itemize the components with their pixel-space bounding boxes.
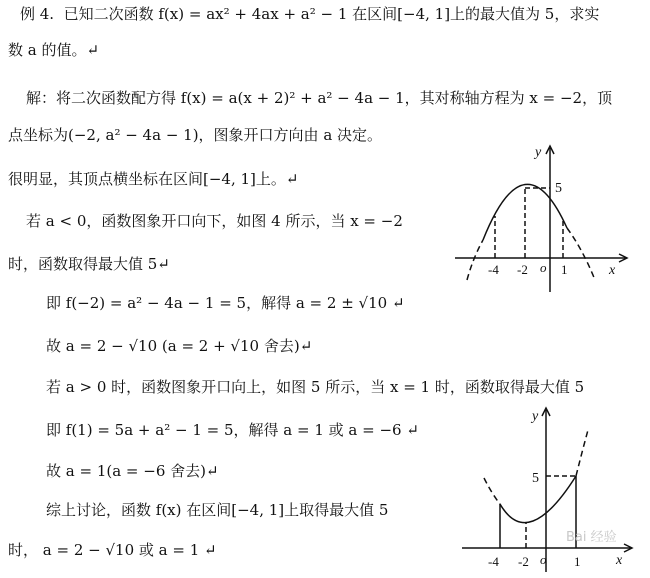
case-pos-result: 故 a = 1(a = −6 舍去)↵ (46, 462, 219, 480)
case-pos-equation: 即 f(1) = 5a + a² − 1 = 5，解得 a = 1 或 a = −6 ↵ (46, 421, 419, 439)
watermark-logo: Bai 经验 (566, 530, 617, 545)
parabola-right-tail (567, 228, 595, 280)
problem-line-1: 例 4. 已知二次函数 f(x) = ax² + 4ax + a² − 1 在区间[−4, 1]上的最大值为 5，求实 (20, 5, 600, 23)
case-neg-result: 故 a = 2 − √10 (a = 2 + √10 舍去)↵ (46, 337, 313, 355)
origin-label: o (540, 260, 547, 275)
tick-minus4: -4 (488, 262, 499, 277)
tick-1: 1 (574, 554, 581, 569)
y-label: y (535, 145, 542, 160)
case-pos-line-1: 若 a > 0 时，函数图象开口向上，如图 5 所示，当 x = 1 时，函数取得最大值 5 (46, 378, 585, 396)
problem-line-2: 数 a 的值。↵ (8, 41, 100, 59)
origin-label: o (540, 552, 547, 567)
solution-line-2: 点坐标为(−2, a² − 4a − 1)，图象开口方向由 a 决定。 (8, 126, 383, 144)
case-neg-line-1: 若 a < 0，函数图象开口向下，如图 4 所示，当 x = −2 (26, 212, 403, 230)
tick-minus2: -2 (517, 262, 528, 277)
conclusion-line-2: 时， a = 2 − √10 或 a = 1 ↵ (8, 541, 217, 559)
parabola-left-tail (467, 240, 483, 280)
solution-line-3: 很明显，其顶点横坐标在区间[−4, 1]上。↵ (8, 170, 299, 188)
conclusion-line-1: 综上讨论，函数 f(x) 在区间[−4, 1]上取得最大值 5 (46, 501, 389, 519)
solution-line-1: 解：将二次函数配方得 f(x) = a(x + 2)² + a² − 4a − 1，其对称轴方程为 x = −2，顶 (26, 89, 613, 107)
parabola-left-tail (484, 478, 500, 504)
figure-5-upward-parabola (460, 402, 640, 574)
x-label: x (609, 263, 616, 278)
y-label: y (532, 409, 539, 424)
case-neg-equation: 即 f(−2) = a² − 4a − 1 = 5，解得 a = 2 ± √10 ↵ (46, 294, 405, 312)
tick-5: 5 (532, 471, 539, 486)
tick-minus4: -4 (488, 554, 499, 569)
x-label: x (616, 553, 623, 568)
tick-1: 1 (561, 262, 568, 277)
parabola-right-tail (576, 430, 588, 476)
figure-4-downward-parabola (455, 140, 635, 300)
tick-5: 5 (555, 181, 562, 196)
tick-minus2: -2 (518, 554, 529, 569)
case-neg-line-2: 时，函数取得最大值 5↵ (8, 255, 170, 273)
